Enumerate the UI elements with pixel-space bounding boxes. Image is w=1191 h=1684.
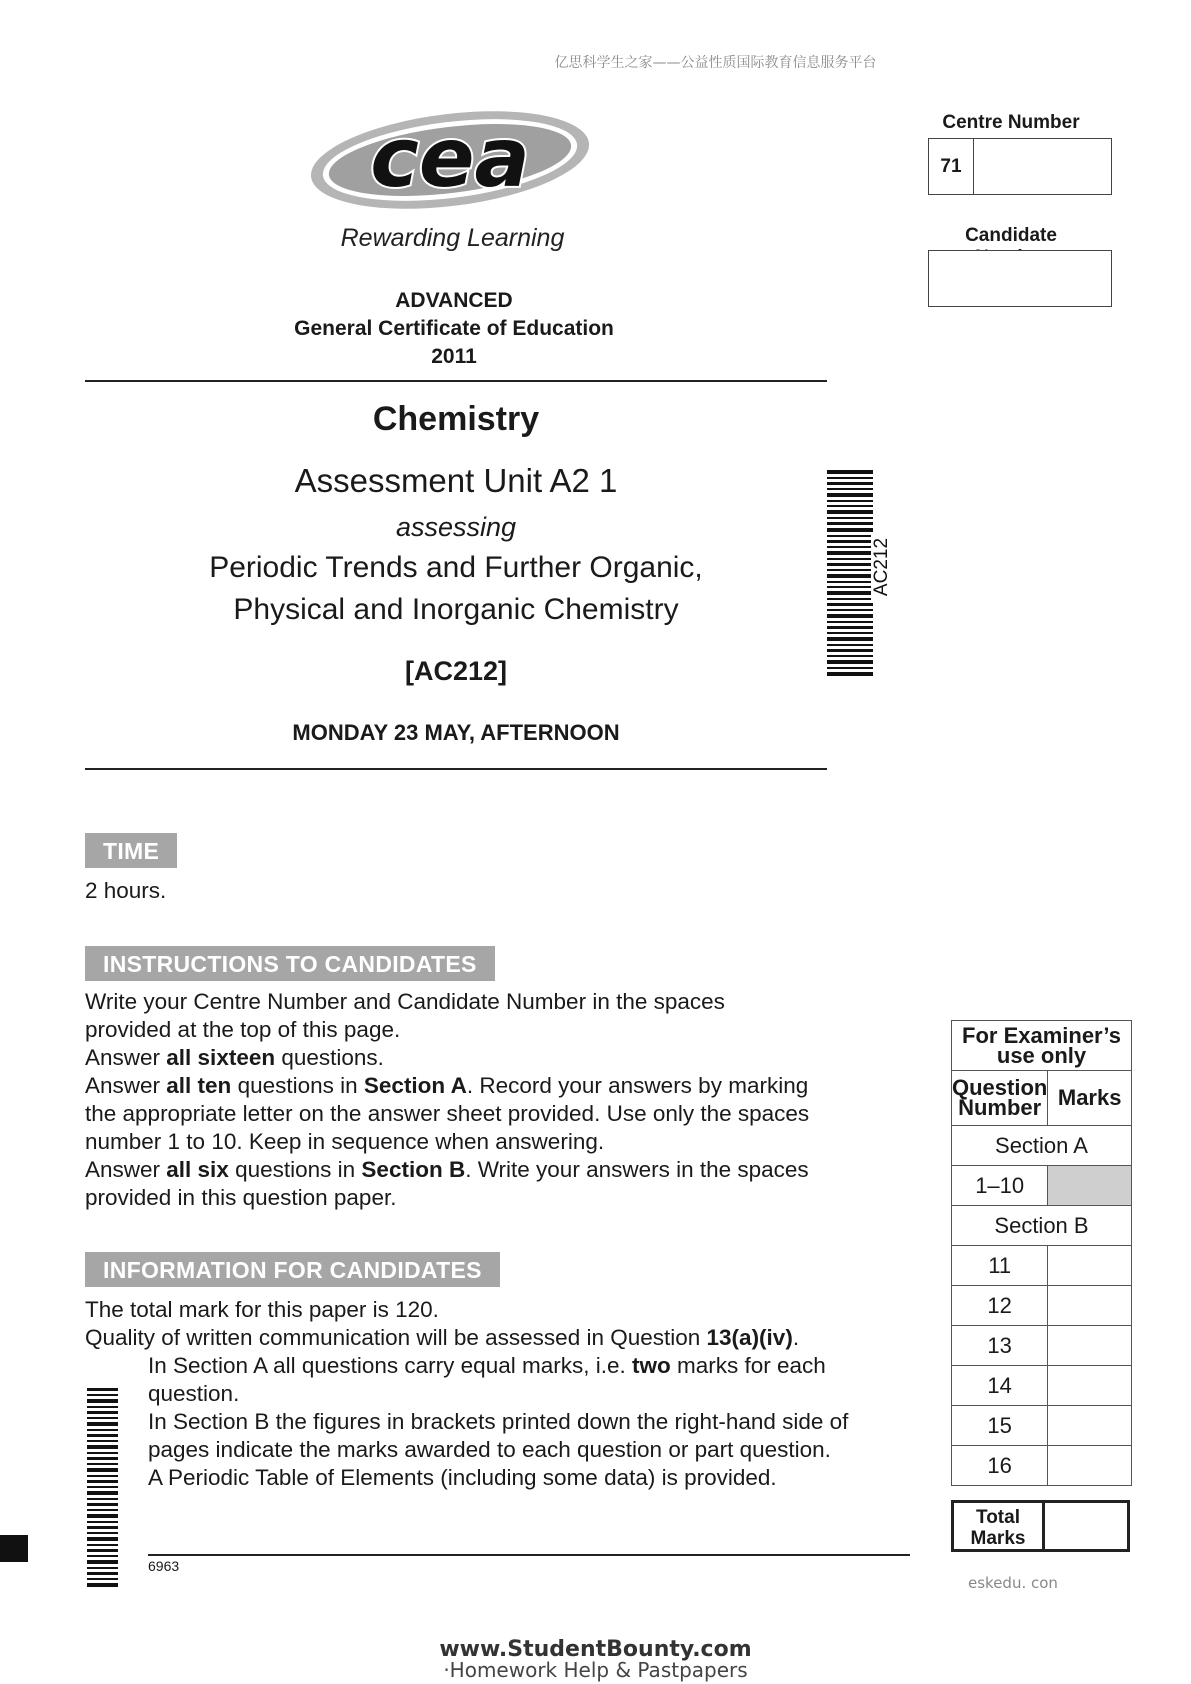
range-a-marks-cell xyxy=(1048,1166,1132,1206)
question-number-header: Question Number xyxy=(952,1071,1048,1126)
centre-number-prefix: 71 xyxy=(929,139,974,194)
question-marks-cell[interactable] xyxy=(1048,1246,1132,1286)
section-a-label: Section A xyxy=(952,1126,1132,1166)
cea-logo-graphic xyxy=(300,110,600,220)
information-line: pages indicate the marks awarded to each question or part question. xyxy=(148,1437,831,1462)
question-row-label: 13 xyxy=(952,1326,1048,1366)
question-marks-cell[interactable] xyxy=(1048,1406,1132,1446)
candidate-number-label: Candidate xyxy=(965,225,1057,246)
information-line: The total mark for this paper is 120. xyxy=(85,1297,439,1322)
information-line: In Section B the figures in brackets printed down the right-hand side of xyxy=(148,1409,849,1434)
instructions-line: provided in this question paper. xyxy=(85,1185,397,1210)
unit-description-line1: Periodic Trends and Further Organic, xyxy=(209,551,703,584)
cea-logo-text: cea xyxy=(370,111,530,206)
information-line: question. xyxy=(148,1381,240,1406)
information-body xyxy=(85,1296,905,1492)
barcode-label: AC212 xyxy=(871,532,893,602)
paper-barcode xyxy=(827,470,892,678)
logo-tagline: Rewarding Learning xyxy=(340,224,565,252)
eskedu-watermark: eskedu. con xyxy=(968,1574,1058,1592)
title-rule-bottom xyxy=(85,768,827,770)
instructions-line: the appropriate letter on the answer sheet provided. Use only the spaces xyxy=(85,1101,810,1126)
instructions-line: provided at the top of this page. xyxy=(85,1017,401,1042)
assessing-label: assessing xyxy=(395,512,517,542)
question-row-label: 12 xyxy=(952,1286,1048,1326)
marks-header: Marks xyxy=(1048,1071,1132,1126)
question-marks-cell[interactable] xyxy=(1048,1286,1132,1326)
instructions-line: Answer all sixteen questions. xyxy=(85,1045,384,1070)
question-row-label: 15 xyxy=(952,1406,1048,1446)
information-line: A Periodic Table of Elements (including some data) is provided. xyxy=(148,1465,777,1490)
total-marks-cell[interactable] xyxy=(1045,1503,1127,1549)
section-b-label: Section B xyxy=(952,1206,1132,1246)
subject-title: Chemistry xyxy=(372,400,540,438)
level-label: ADVANCED xyxy=(395,289,513,312)
instructions-line: number 1 to 10. Keep in sequence when answering. xyxy=(85,1129,605,1154)
time-heading: TIME xyxy=(85,833,177,868)
centre-number-label: Centre Number xyxy=(942,112,1080,133)
question-row-label: 14 xyxy=(952,1366,1048,1406)
studentbounty-url[interactable]: www.StudentBounty.com xyxy=(439,1637,752,1662)
question-marks-cell[interactable] xyxy=(1048,1326,1132,1366)
total-marks-box xyxy=(951,1500,1130,1552)
instructions-line: Write your Centre Number and Candidate Number in the spaces xyxy=(85,989,725,1014)
question-row-label: 11 xyxy=(952,1246,1048,1286)
time-value: 2 hours. xyxy=(85,878,167,903)
question-marks-cell[interactable] xyxy=(1048,1446,1132,1486)
studentbounty-tagline: ·Homework Help & Pastpapers xyxy=(443,1658,748,1682)
top-watermark: 亿思科学生之家——公益性质国际教育信息服务平台 xyxy=(554,55,877,71)
registration-mark xyxy=(0,1535,28,1562)
footer-rule xyxy=(148,1554,910,1556)
title-rule-top xyxy=(85,380,827,382)
year-label: 2011 xyxy=(431,345,477,368)
range-a-label: 1–10 xyxy=(952,1166,1048,1206)
candidate-number-field[interactable] xyxy=(928,250,1112,307)
information-line: Quality of written communication will be assessed in Question 13(a)(iv). xyxy=(85,1325,800,1350)
instructions-body xyxy=(85,988,905,1212)
centre-number-field[interactable] xyxy=(928,138,1112,195)
instructions-line: Answer all six questions in Section B. Write your answers in the spaces xyxy=(85,1157,809,1182)
information-line: In Section A all questions carry equal marks, i.e. two marks for each xyxy=(148,1353,826,1378)
examiner-table-title: For Examiner’s use only xyxy=(952,1021,1132,1071)
paper-number: 6963 xyxy=(148,1558,180,1574)
unit-description-line2: Physical and Inorganic Chemistry xyxy=(233,593,679,626)
total-marks-label: Total Marks xyxy=(954,1503,1045,1549)
examiner-marks-table xyxy=(951,1020,1132,1486)
information-heading: INFORMATION FOR CANDIDATES xyxy=(85,1252,500,1287)
paper-code: [AC212] xyxy=(404,656,508,686)
exam-date: MONDAY 23 MAY, AFTERNOON xyxy=(292,720,620,745)
question-row-label: 16 xyxy=(952,1446,1048,1486)
instructions-heading: INSTRUCTIONS TO CANDIDATES xyxy=(85,946,495,981)
question-marks-cell[interactable] xyxy=(1048,1366,1132,1406)
side-barcode xyxy=(87,1388,118,1590)
unit-title: Assessment Unit A2 1 xyxy=(294,462,618,499)
qualification-label: General Certificate of Education xyxy=(294,317,614,340)
instructions-line: Answer all ten questions in Section A. Record your answers by marking xyxy=(85,1073,809,1098)
